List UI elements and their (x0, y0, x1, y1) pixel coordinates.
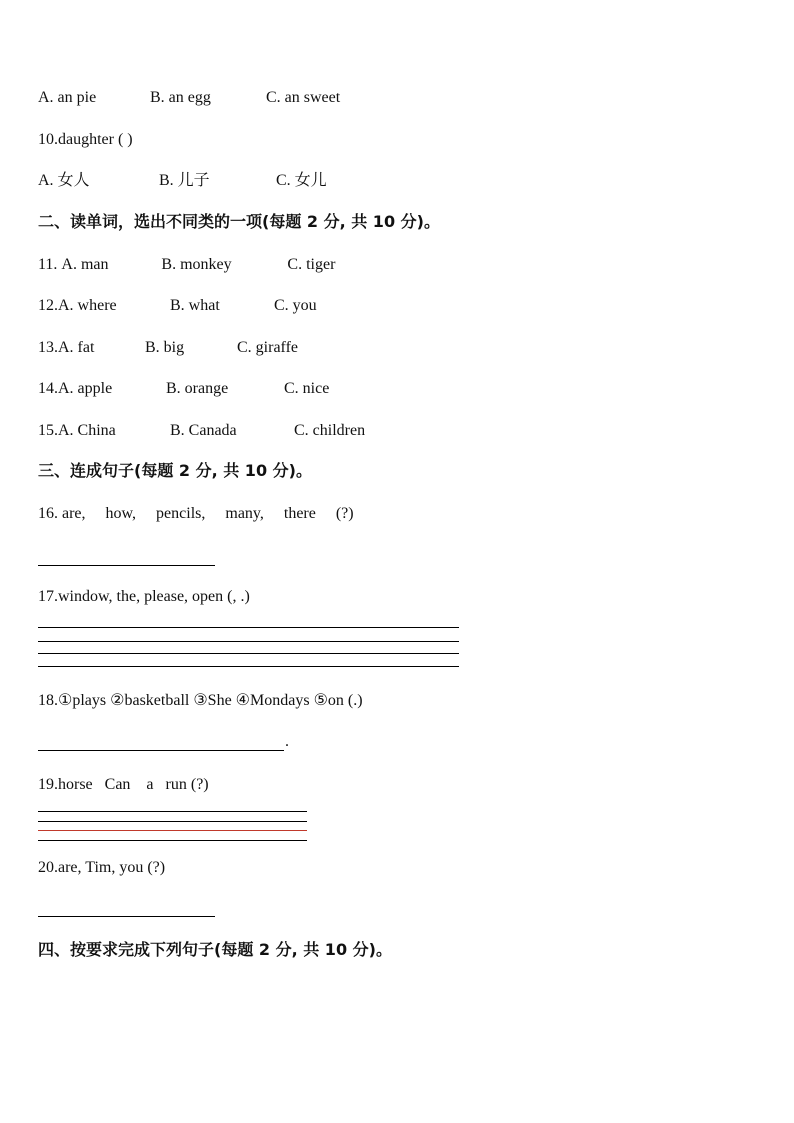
q13-option-b: B. big (145, 339, 185, 356)
q17-writing-line-1 (38, 627, 459, 628)
q18-answer-line (38, 750, 284, 751)
q12 (38, 296, 317, 316)
section4-title: 四、按要求完成下列句子(每题 2 分, 共 10 分)。 (38, 940, 392, 959)
q10-options (38, 171, 327, 191)
q14-option-b: B. orange (166, 380, 229, 397)
q13-number: 13. (38, 339, 58, 356)
q19: 19.horse Can a run (?) (38, 776, 209, 793)
q9-option-a: A. an pie (38, 89, 97, 106)
q10-option-c: C. 女儿 (276, 172, 327, 189)
q12-number: 12. (38, 297, 58, 314)
q19-writing-line-4 (38, 840, 307, 841)
q10-option-b: B. 儿子 (159, 172, 210, 189)
q19-writing-line-3 (38, 830, 307, 831)
q20-answer-line (38, 916, 215, 917)
q12-option-a: A. where (58, 297, 117, 314)
q17-writing-line-4 (38, 666, 459, 667)
q15 (38, 421, 365, 441)
q9-options (38, 88, 340, 108)
q17: 17.window, the, please, open (, .) (38, 588, 250, 605)
q9-option-b: B. an egg (150, 89, 211, 106)
q13 (38, 338, 298, 358)
q10-option-a: A. 女人 (38, 172, 90, 189)
q18: 18.①plays ②basketball ③She ④Mondays ⑤on (.) (38, 692, 363, 709)
q12-option-c: C. you (274, 297, 317, 314)
q15-option-c: C. children (294, 422, 366, 439)
q12-option-b: B. what (170, 297, 220, 314)
q14 (38, 379, 329, 399)
q11-number: 11. (38, 256, 62, 273)
q11-option-c: C. tiger (287, 256, 336, 273)
q9-option-c: C. an sweet (266, 89, 341, 106)
q20: 20.are, Tim, you (?) (38, 859, 166, 876)
q13-option-c: C. giraffe (237, 339, 299, 356)
q15-option-b: B. Canada (170, 422, 237, 439)
q14-number: 14. (38, 380, 58, 397)
section3-title: 三、连成句子(每题 2 分, 共 10 分)。 (38, 461, 312, 480)
q11-option-a: A. man (61, 256, 109, 273)
q11 (38, 255, 335, 275)
q19-writing-line-2 (38, 821, 307, 822)
q15-option-a: A. China (58, 422, 116, 439)
q15-number: 15. (38, 422, 58, 439)
q14-option-c: C. nice (284, 380, 330, 397)
q13-option-a: A. fat (58, 339, 95, 356)
q11-option-b: B. monkey (161, 256, 232, 273)
q16: 16. are, how, pencils, many, there (?) (38, 505, 354, 522)
q14-option-a: A. apple (58, 380, 113, 397)
q16-answer-line (38, 565, 215, 566)
section2-title: 二、读单词，选出不同类的一项(每题 2 分, 共 10 分)。 (38, 212, 440, 231)
q19-writing-line-1 (38, 811, 307, 812)
q18-period: . (285, 733, 289, 750)
q10-stem: 10.daughter ( ) (38, 131, 133, 148)
q17-writing-line-2 (38, 641, 459, 642)
q17-writing-line-3 (38, 653, 459, 654)
